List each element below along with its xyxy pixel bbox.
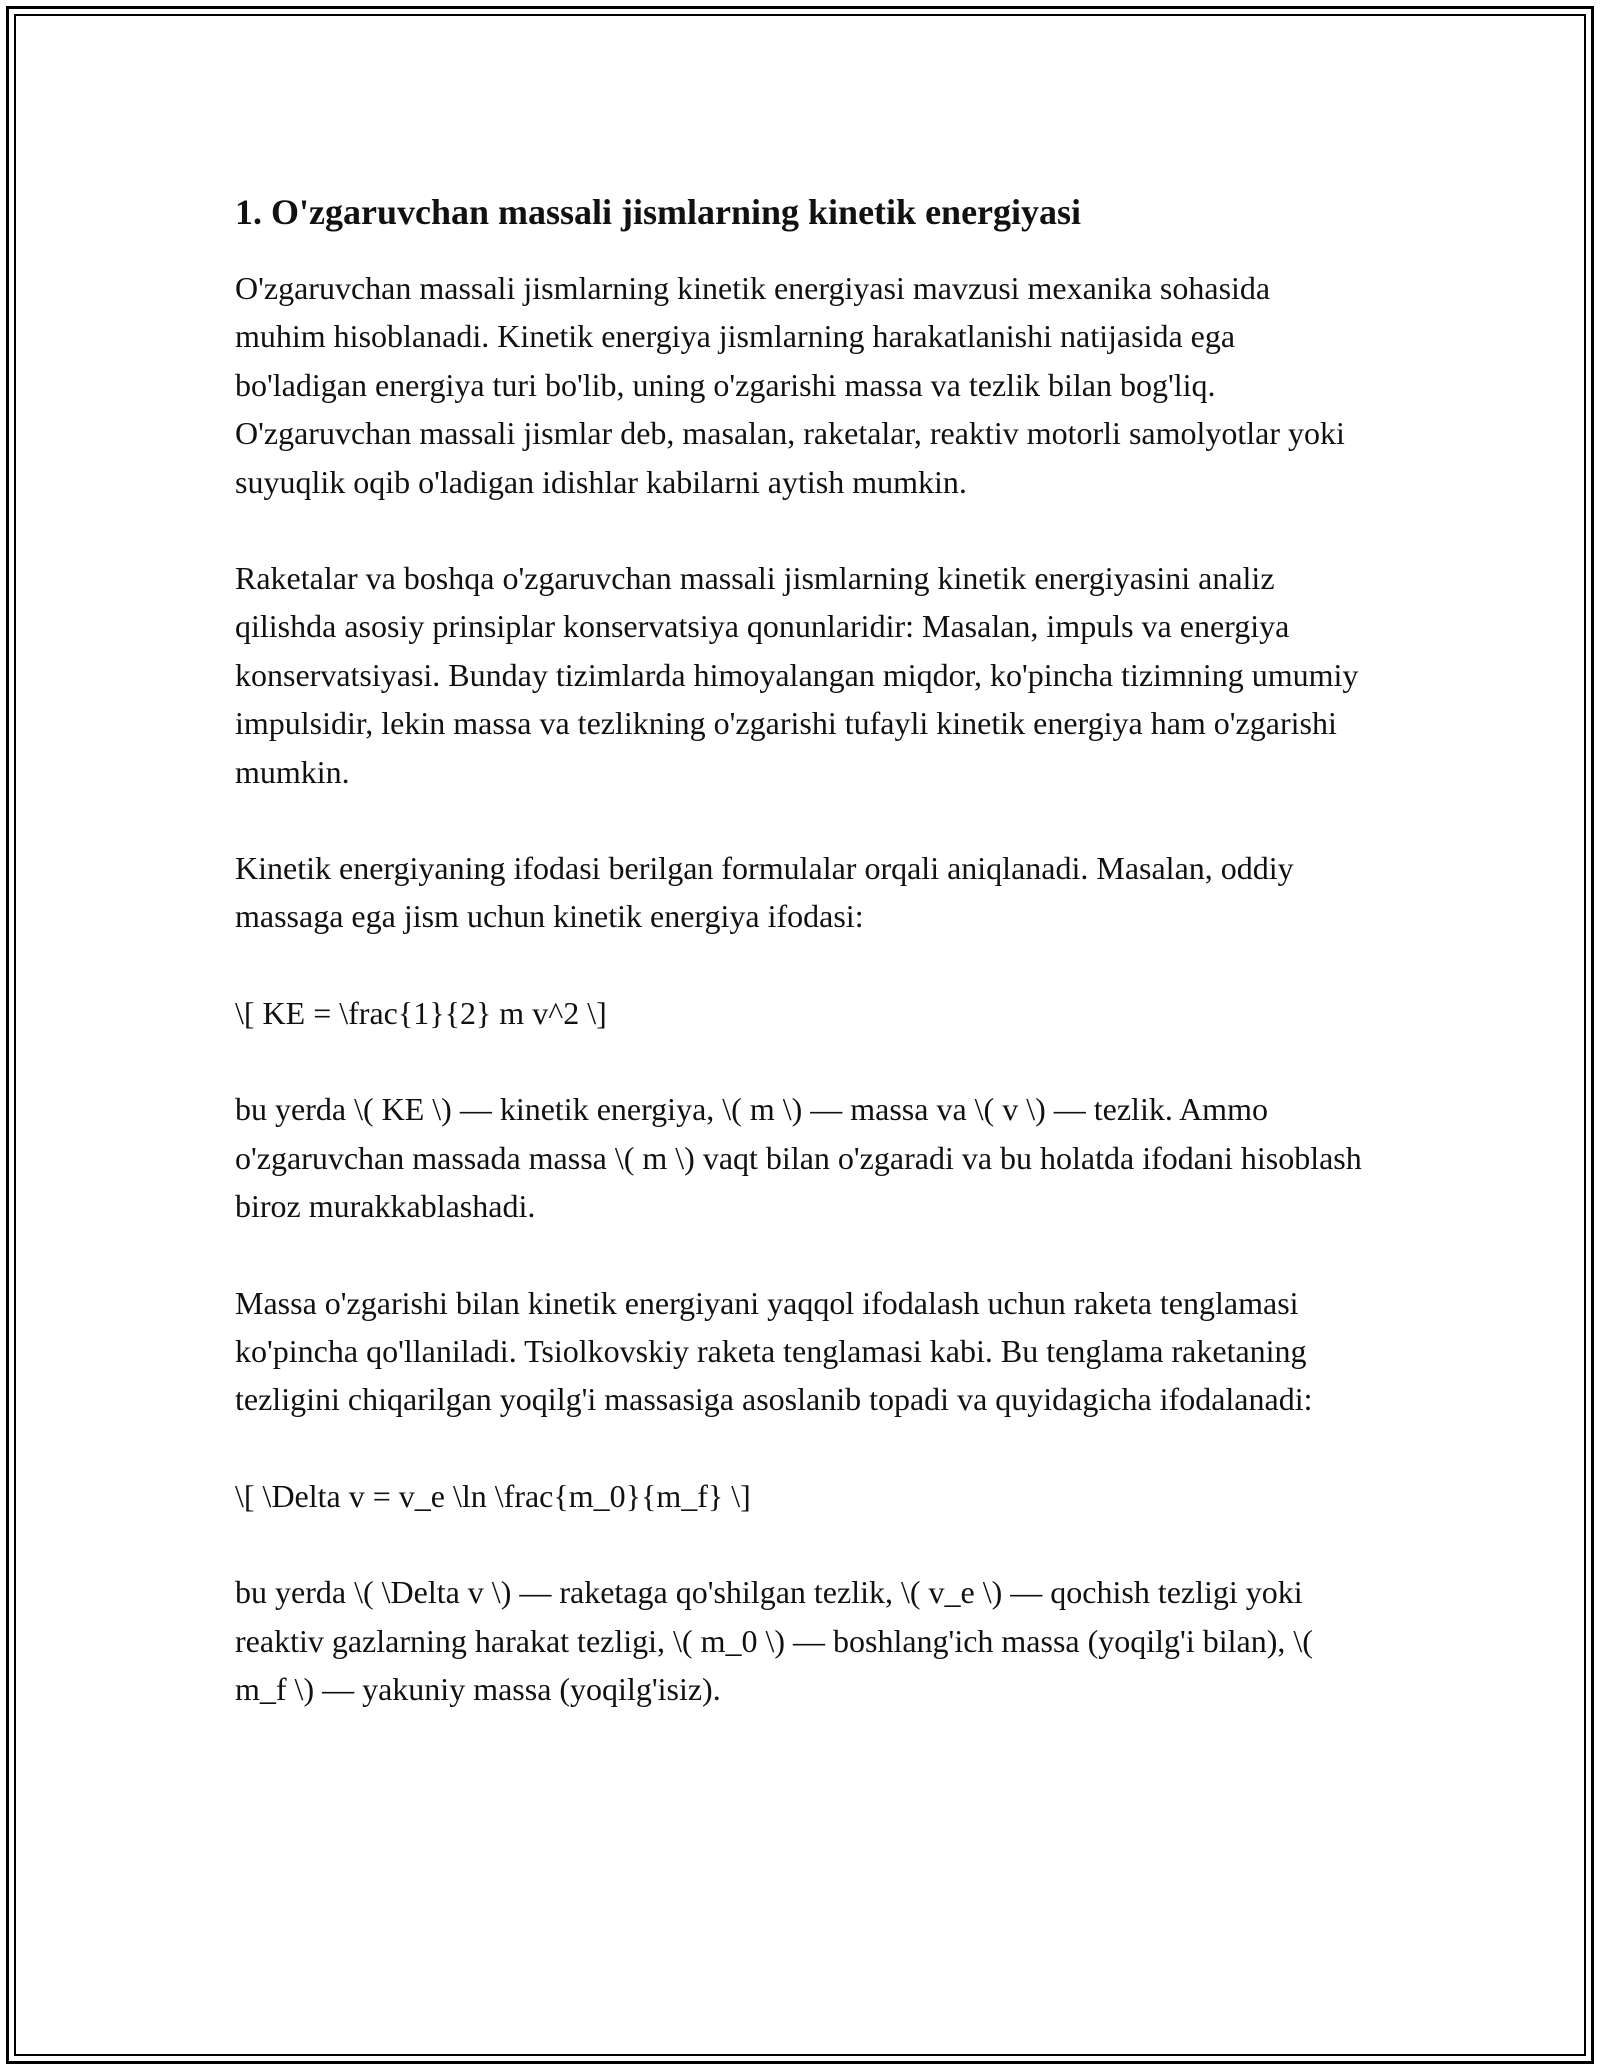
- formula-rocket-equation: \[ \Delta v = v_e \ln \frac{m_0}{m_f} \]: [235, 1477, 751, 1514]
- section-heading: 1. O'zgaruvchan massali jismlarning kinetik energiyasi: [235, 192, 1082, 232]
- paragraph-kinetic-explanation: bu yerda \( KE \) — kinetik energiya, \( m \) — massa va \( v \) — tezlik. Ammo o'zgaruvchan massada massa \( m \) vaqt bilan o'zgaradi va bu holatda ifodani hisoblash biroz murakkablashadi.: [235, 1091, 1362, 1225]
- paragraph-rocket-explanation: bu yerda \( \Delta v \) — raketaga qo'shilgan tezlik, \( v_e \) — qochish tezligi yoki reaktiv gazlarning harakat tezligi, \( m_0 \) — boshlang'ich massa (yoqilg'i bilan), \( m_f \) — yakuniy massa (yoqilg'isiz).: [235, 1574, 1313, 1707]
- paragraph-kinetic-formula-intro: Kinetik energiyaning ifodasi berilgan formulalar orqali aniqlanadi. Masalan, oddiy massaga ega jism uchun kinetik energiya ifodasi:: [235, 850, 1294, 935]
- document-body: [235, 186, 1365, 1761]
- paragraph-rocket-equation-intro: Massa o'zgarishi bilan kinetik energiyani yaqqol ifodalash uchun raketa tenglamasi ko'pincha qo'llaniladi. Tsiolkovskiy raketa tenglamasi kabi. Bu tenglama raketaning tezligini chiqarilgan yoqilg'i massasiga asoslanib topadi va quyidagicha ifodalanadi:: [235, 1284, 1313, 1418]
- formula-kinetic-energy: \[ KE = \frac{1}{2} m v^2 \]: [235, 994, 607, 1031]
- paragraph-intro: O'zgaruvchan massali jismlarning kinetik energiyasi mavzusi mexanika sohasida muhim hisoblanadi. Kinetik energiya jismlarning harakatlanishi natijasida ega bo'ladigan energiya turi bo'lib, uning o'zgarishi massa va tezlik bilan bog'liq. O'zgaruvchan massali jismlar deb, masalan, raketalar, reaktiv motorli samolyotlar yoki suyuqlik oqib o'ladigan idishlar kabilarni aytish mumkin.: [235, 270, 1345, 500]
- paragraph-conservation: Raketalar va boshqa o'zgaruvchan massali jismlarning kinetik energiyasini analiz qilishda asosiy prinsiplar konservatsiya qonunlaridir: Masalan, impuls va energiya konservatsiyasi. Bunday tizimlarda himoyalangan miqdor, ko'pincha tizimning umumiy impulsidir, lekin massa va tezlikning o'zgarishi tufayli kinetik energiya ham o'zgarishi mumkin.: [235, 560, 1359, 790]
